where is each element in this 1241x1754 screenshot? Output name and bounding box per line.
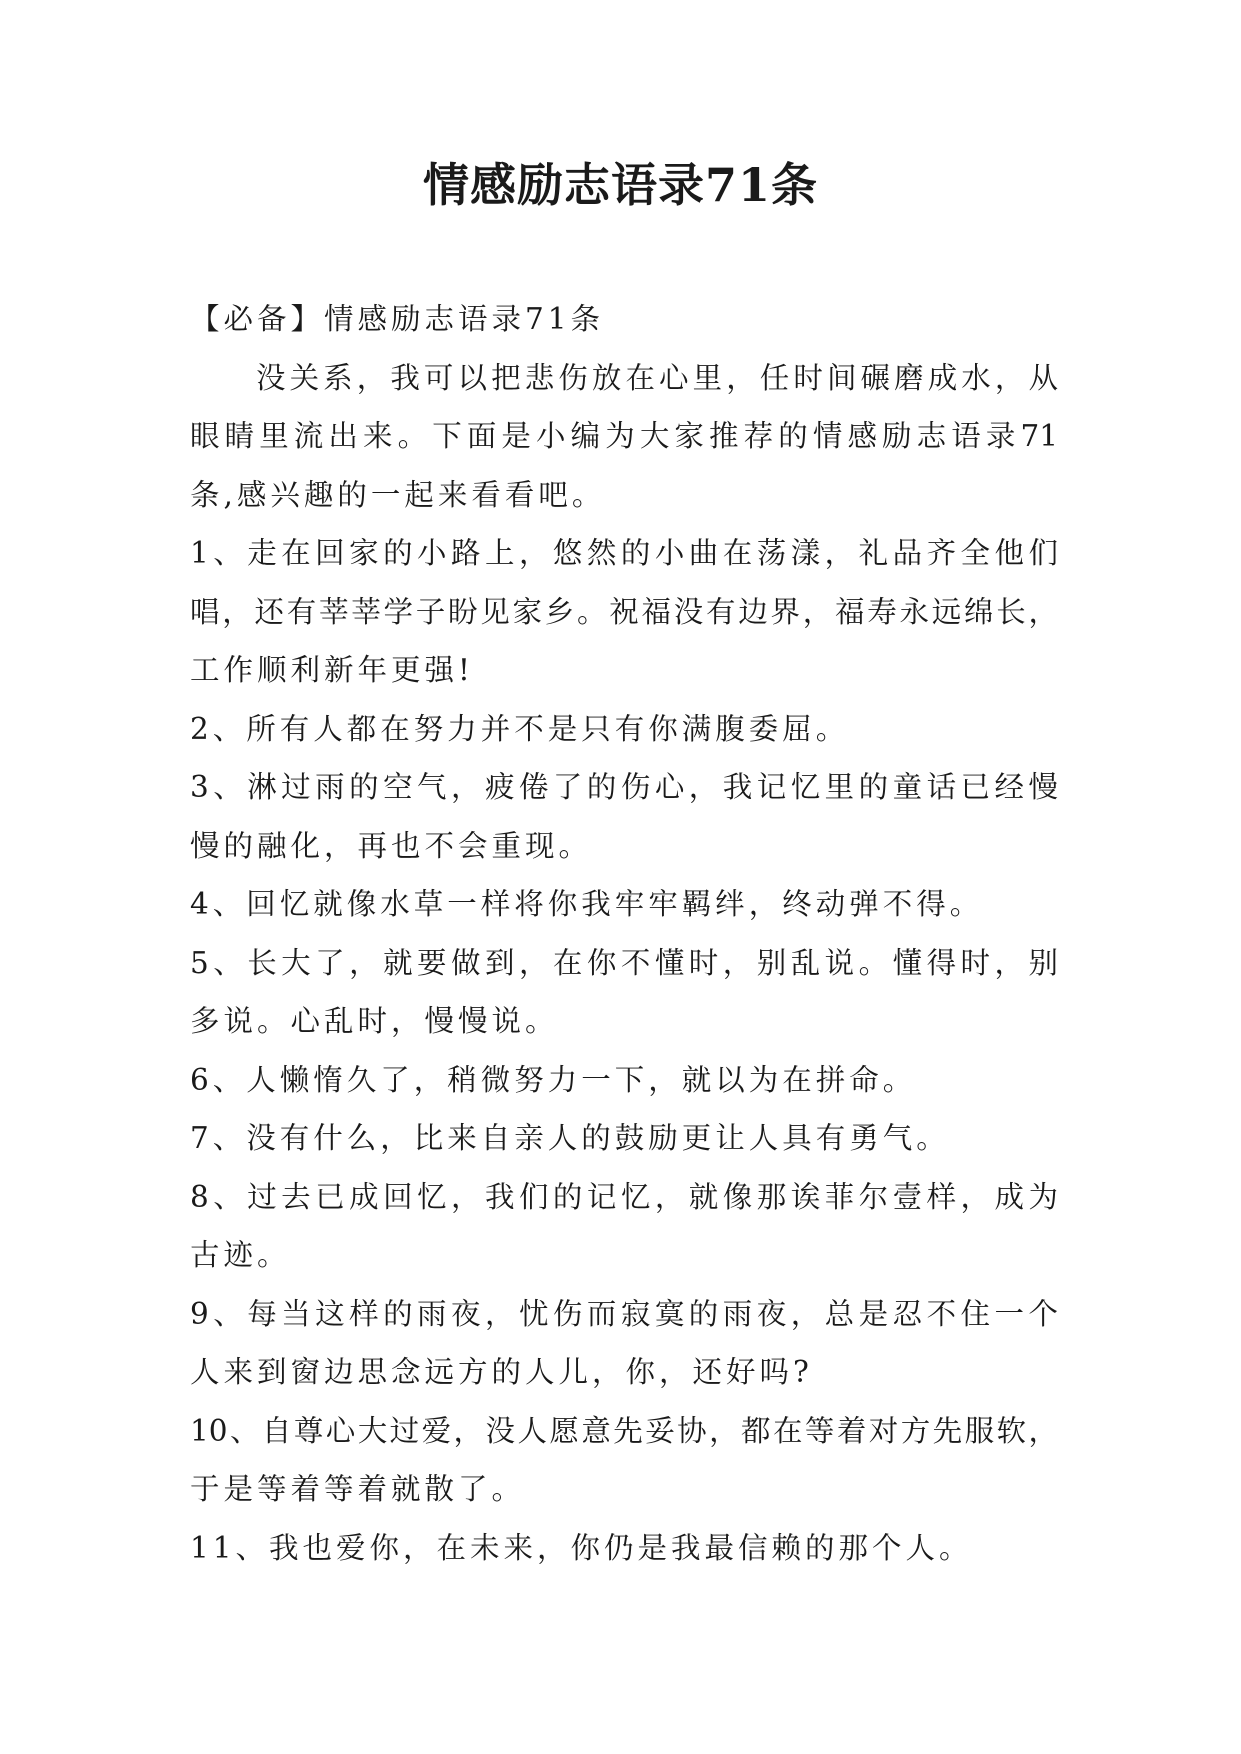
subtitle-line: 【必备】情感励志语录71条	[190, 302, 605, 336]
quote-line: 多说。心乱时，慢慢说。	[190, 1004, 559, 1038]
quote-line: 工作顺利新年更强!	[190, 653, 474, 687]
intro-line: 没关系，我可以把悲伤放在心里，任时间碾磨成水，从	[256, 360, 1058, 395]
quote-line: 8、过去已成回忆，我们的记忆，就像那诶菲尔壹样，成为	[190, 1179, 1058, 1214]
quote-line: 6、人懒惰久了，稍微努力一下，就以为在拼命。	[190, 1062, 917, 1097]
quote-line: 2、所有人都在努力并不是只有你满腹委屈。	[190, 711, 850, 746]
intro-line: 条,感兴趣的一起来看看吧。	[190, 477, 606, 512]
quote-line: 古迹。	[190, 1238, 291, 1272]
quote-line: 唱，还有莘莘学子盼见家乡。祝福没有边界，福寿永远绵长，	[190, 594, 1058, 629]
quote-line: 慢的融化，再也不会重现。	[190, 828, 593, 863]
quote-line: 4、回忆就像水草一样将你我牢牢羁绊，终动弹不得。	[190, 887, 984, 921]
quote-line: 人来到窗边思念远方的人儿，你，还好吗?	[190, 1355, 813, 1389]
quote-line: 10、自尊心大过爱，没人愿意先妥协，都在等着对方先服软，	[190, 1413, 1058, 1448]
quote-line: 9、每当这样的雨夜，忧伤而寂寞的雨夜，总是忍不住一个	[190, 1296, 1058, 1331]
quote-line: 11、我也爱你，在未来，你仍是我最信赖的那个人。	[190, 1530, 973, 1565]
quote-line: 3、淋过雨的空气，疲倦了的伤心，我记忆里的童话已经慢	[190, 770, 1058, 804]
quote-line: 5、长大了，就要做到，在你不懂时，别乱说。懂得时，别	[190, 945, 1058, 980]
quote-line: 于是等着等着就散了。	[190, 1472, 526, 1506]
document-body	[190, 290, 1058, 1577]
quote-line: 7、没有什么，比来自亲人的鼓励更让人具有勇气。	[190, 1121, 950, 1155]
intro-line: 眼睛里流出来。下面是小编为大家推荐的情感励志语录71	[190, 419, 1058, 453]
quote-line: 1、走在回家的小路上，悠然的小曲在荡漾，礼品齐全他们	[190, 536, 1058, 570]
document-title: 情感励志语录71条	[422, 158, 818, 212]
